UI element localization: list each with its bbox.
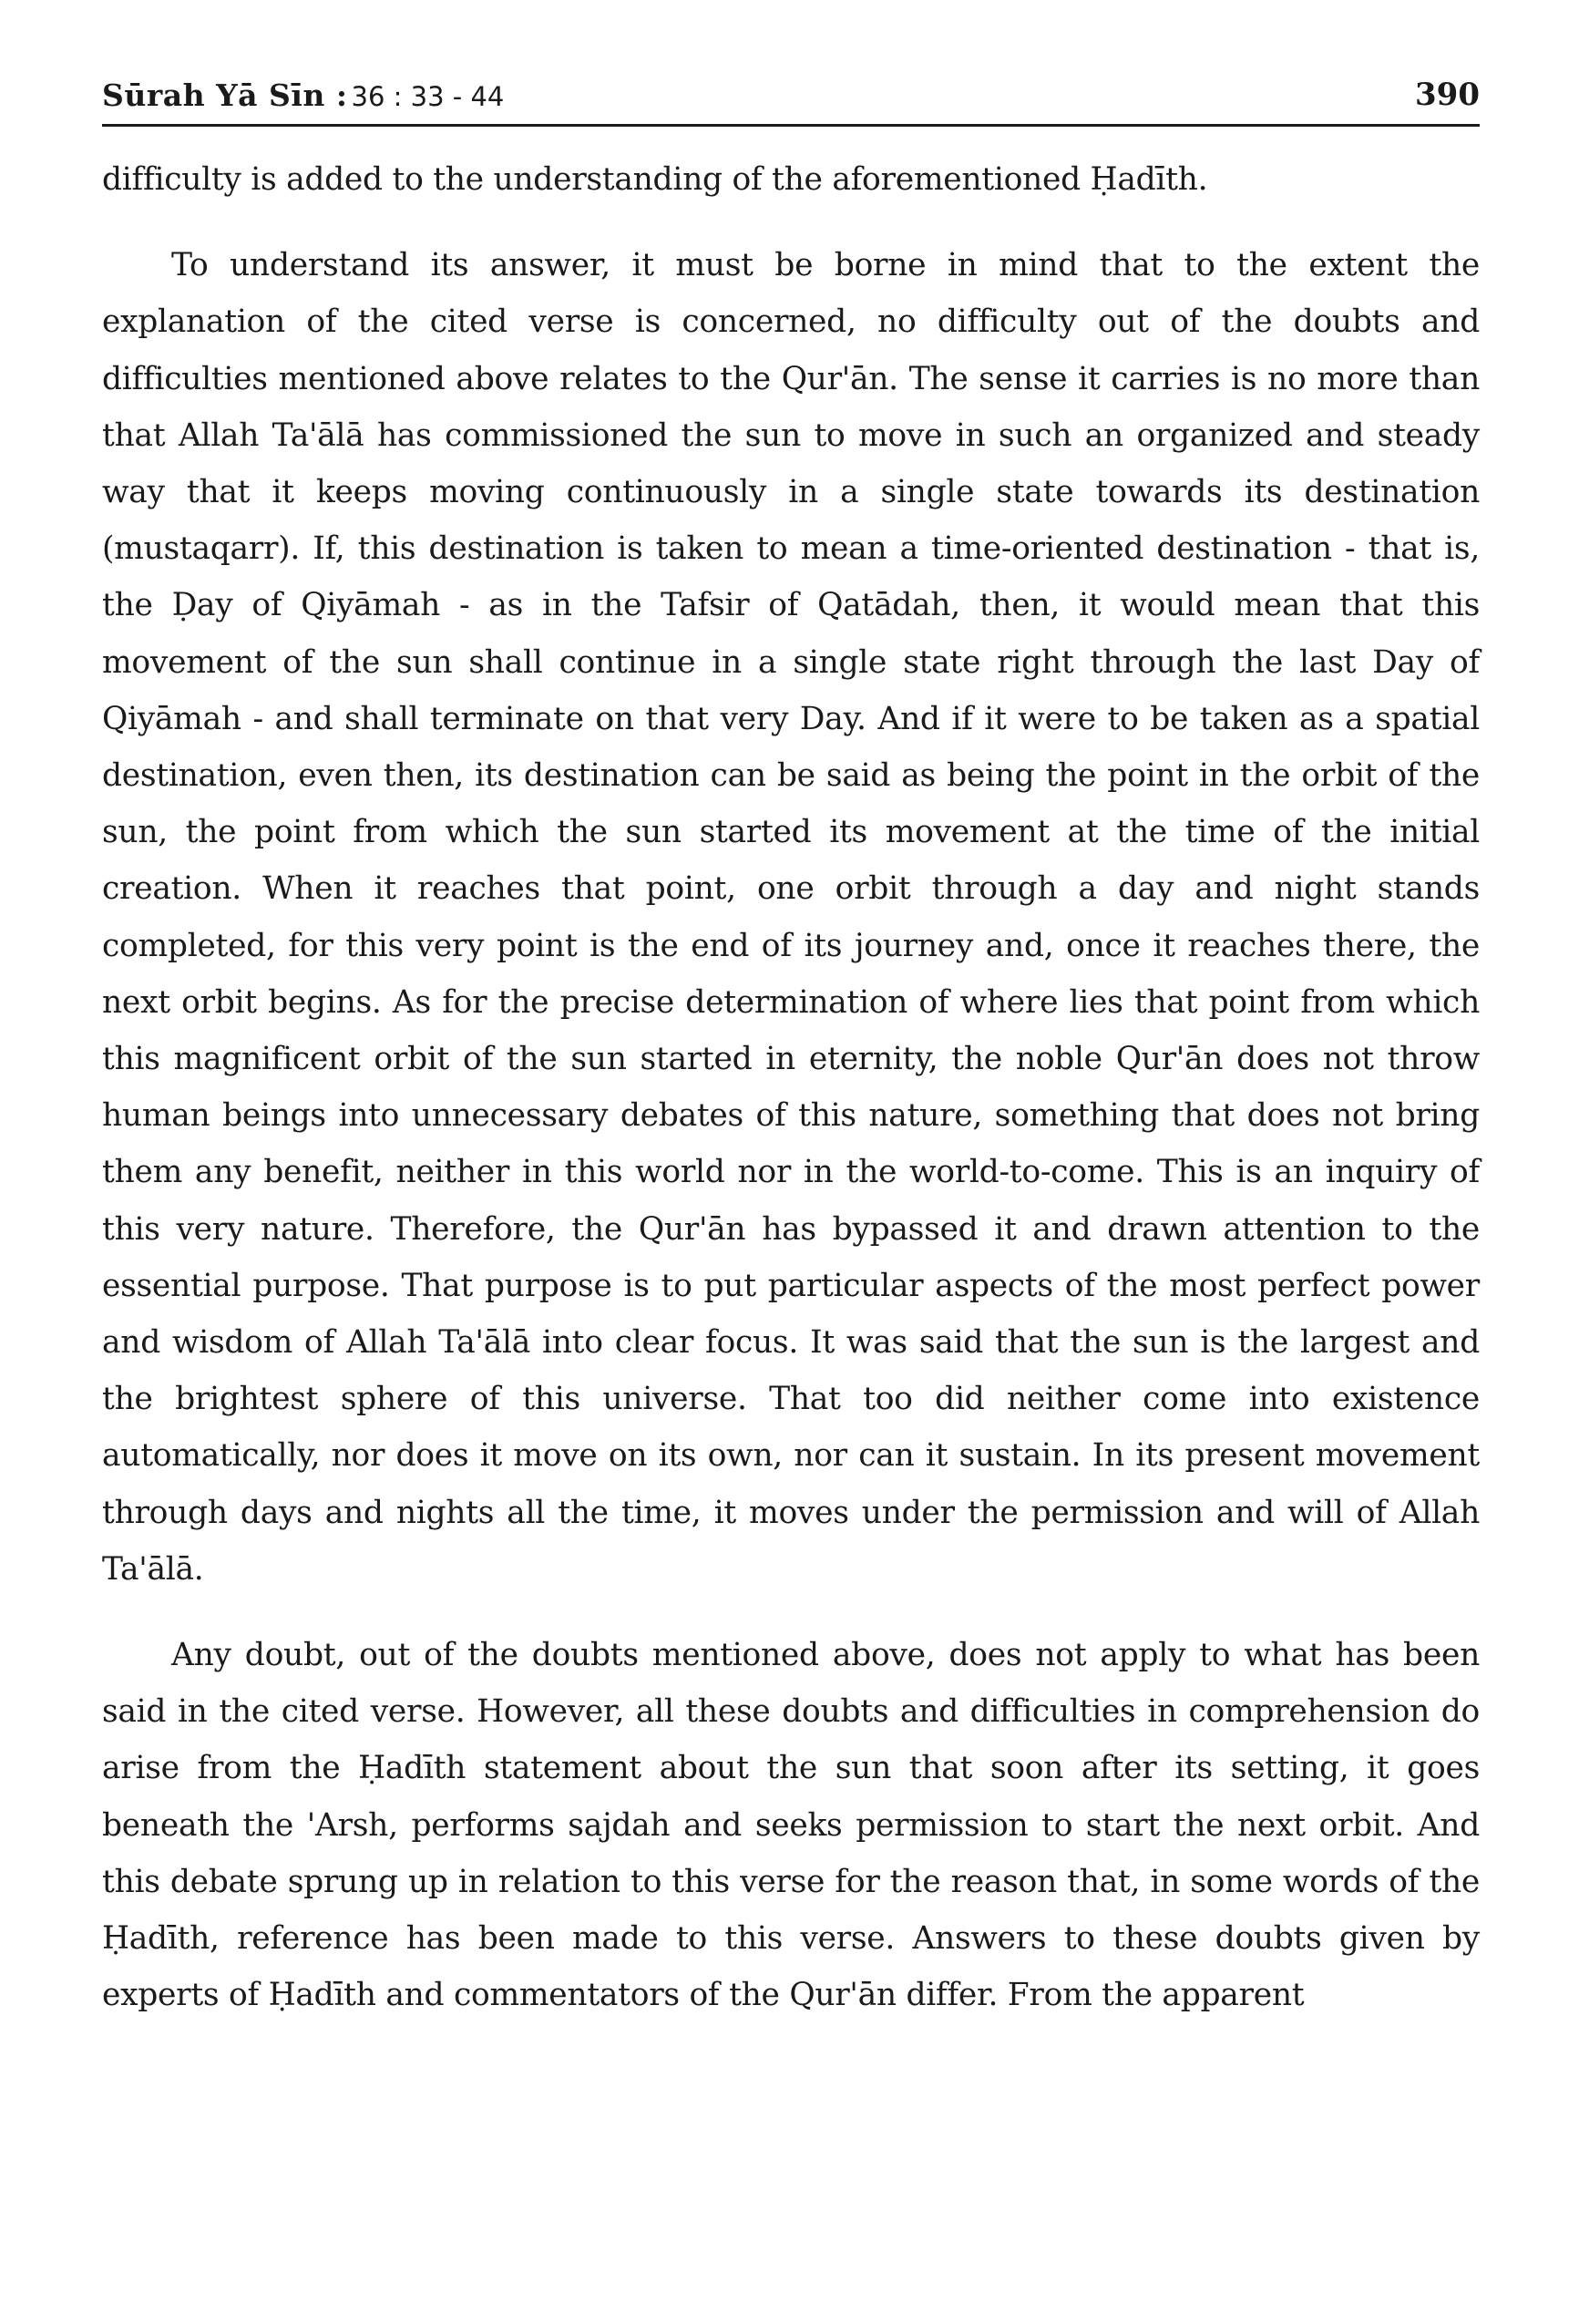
header-rule [102, 124, 1480, 127]
header-left [102, 77, 504, 113]
page-number: 390 [1415, 77, 1480, 113]
paragraph-continued: difficulty is added to the understanding of the aforementioned Ḥadīth. [102, 161, 1208, 198]
document-page [102, 0, 1480, 2324]
paragraph: To understand its answer, it must be borne in mind that to the extent the explanation of the cited verse is concerned, no difficulty out of the doubts and difficulties mentioned above relates to the Qur'ān. The sense it carries is no more than that Allah Ta'ālā has commissioned the sun to move in such an organized and steady way that it keeps moving continuously in a single state towards its destination (mustaqarr). If, this destination is taken to mean a time-oriented destination - that is, the Ḍay of Qiyāmah - as in the Tafsir of Qatādah, then, it would mean that this movement of the sun shall continue in a single state right through the last Day of Qiyāmah - and shall terminate on that very Day. And if it were to be taken as a spatial destination, even then, its destination can be said as being the point in the orbit of the sun, the point from which the sun started its movement at the time of the initial creation. When it reaches that point, one orbit through a day and night stands completed, for this very point is the end of its journey and, once it reaches there, the next orbit begins. As for the precise determination of where lies that point from which this magnificent orbit of the sun started in eternity, the noble Qur'ān does not throw human beings into unnecessary debates of this nature, something that does not bring them any benefit, neither in this world nor in the world-to-come. This is an inquiry of this very nature. Therefore, the Qur'ān has bypassed it and drawn attention to the essential purpose. That purpose is to put particular aspects of the most perfect power and wisdom of Allah Ta'ālā into clear focus. It was said that the sun is the largest and the brightest sphere of this universe. That too did neither come into existence automatically, nor does it move on its own, nor can it sustain. In its present movement through days and nights all the time, it moves under the permission and will of Allah Ta'ālā. [102, 247, 1480, 1588]
verse-reference: 36 : 33 - 44 [351, 81, 505, 112]
paragraph: Any doubt, out of the doubts mentioned above, does not apply to what has been said in the cited verse. However, all these doubts and difficulties in comprehension do arise from the Ḥadīth statement about the sun that soon after its setting, it goes beneath the 'Arsh, performs sajdah and seeks permission to start the next orbit. And this debate sprung up in relation to this verse for the reason that, in some words of the Ḥadīth, reference has been made to this verse. Answers to these doubts given by experts of Ḥadīth and commentators of the Qur'ān differ. From the apparent [102, 1637, 1480, 2014]
surah-title: Sūrah Yā Sīn : [102, 77, 348, 113]
running-header [102, 67, 1480, 113]
body-text [102, 151, 1480, 2024]
